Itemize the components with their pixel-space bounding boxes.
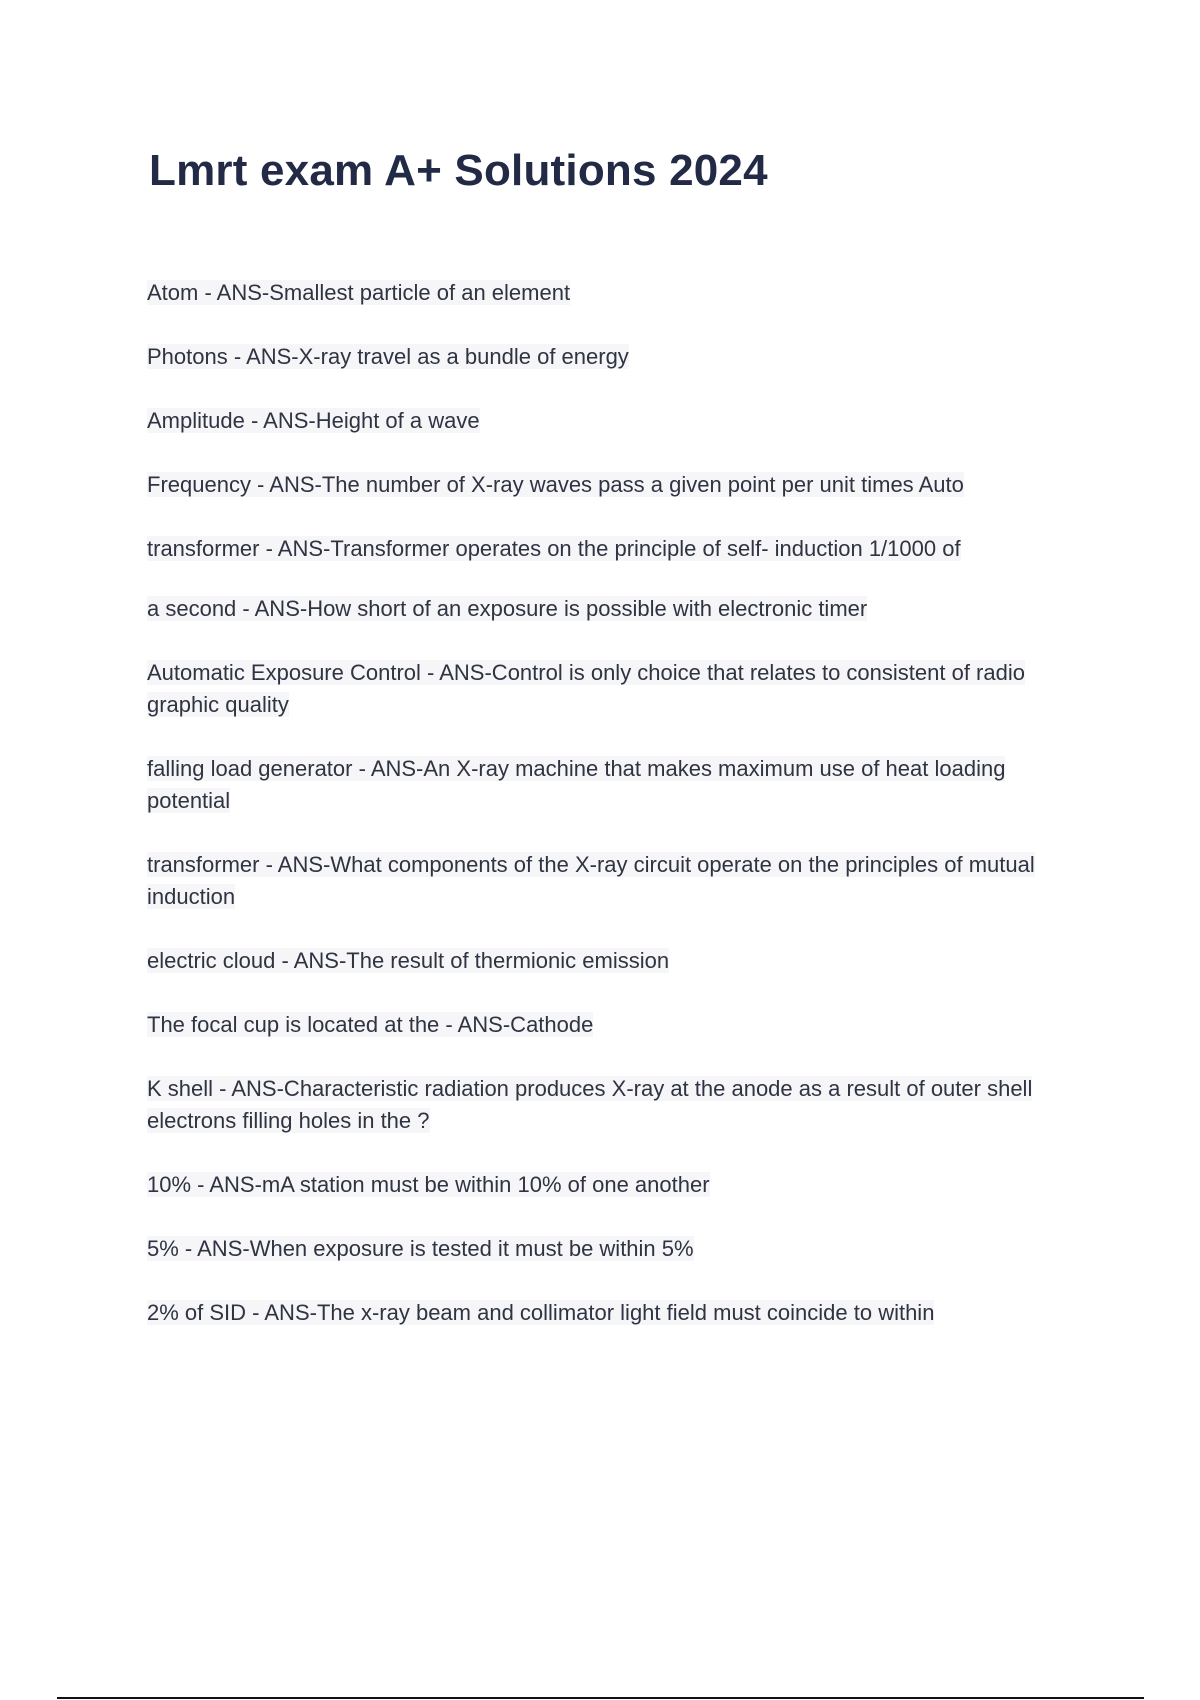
qa-entry: [147, 1169, 1077, 1201]
qa-entry-text: a second - ANS-How short of an exposure is possible with electronic timer: [147, 596, 868, 621]
document-title: Lmrt exam A+ Solutions 2024: [149, 146, 768, 195]
qa-entry-text: Amplitude - ANS-Height of a wave: [147, 408, 480, 433]
qa-entry: [147, 1009, 1077, 1041]
qa-entry: [147, 405, 1077, 437]
qa-entry-text: falling load generator - ANS-An X-ray machine that makes maximum use of heat loading potential: [147, 756, 1006, 813]
qa-entry: [147, 593, 1077, 625]
qa-entry: [147, 341, 1077, 373]
qa-entry: [147, 469, 1077, 501]
qa-entry-text: Atom - ANS-Smallest particle of an element: [147, 280, 571, 305]
qa-entry: [147, 1233, 1077, 1265]
qa-entry-text: 2% of SID - ANS-The x-ray beam and collimator light field must coincide to within: [147, 1300, 935, 1325]
qa-entry-text: Automatic Exposure Control - ANS-Control is only choice that relates to consistent of radio graphic quality: [147, 660, 1025, 717]
qa-list: [147, 277, 1077, 1361]
qa-entry: [147, 849, 1077, 913]
qa-entry-text: transformer - ANS-Transformer operates on the principle of self- induction 1/1000 of: [147, 536, 961, 561]
qa-entry: [147, 945, 1077, 977]
qa-entry: [147, 1297, 1077, 1329]
qa-entry-text: K shell - ANS-Characteristic radiation produces X-ray at the anode as a result of outer shell electrons filling holes in the ?: [147, 1076, 1033, 1133]
qa-entry-text: Photons - ANS-X-ray travel as a bundle of energy: [147, 344, 629, 369]
qa-entry-text: 5% - ANS-When exposure is tested it must be within 5%: [147, 1236, 694, 1261]
qa-entry-text: Frequency - ANS-The number of X-ray waves pass a given point per unit times Auto: [147, 472, 964, 497]
qa-entry: [147, 277, 1077, 309]
qa-entry-text: transformer - ANS-What components of the X-ray circuit operate on the principles of mutual induction: [147, 852, 1035, 909]
qa-entry: [147, 753, 1077, 817]
qa-entry-text: The focal cup is located at the - ANS-Cathode: [147, 1012, 594, 1037]
qa-entry: [147, 533, 1077, 565]
qa-entry: [147, 1073, 1077, 1137]
qa-entry: [147, 657, 1077, 721]
qa-entry-text: electric cloud - ANS-The result of thermionic emission: [147, 948, 670, 973]
page-bottom-rule: [57, 1697, 1144, 1699]
qa-entry-text: 10% - ANS-mA station must be within 10% of one another: [147, 1172, 710, 1197]
